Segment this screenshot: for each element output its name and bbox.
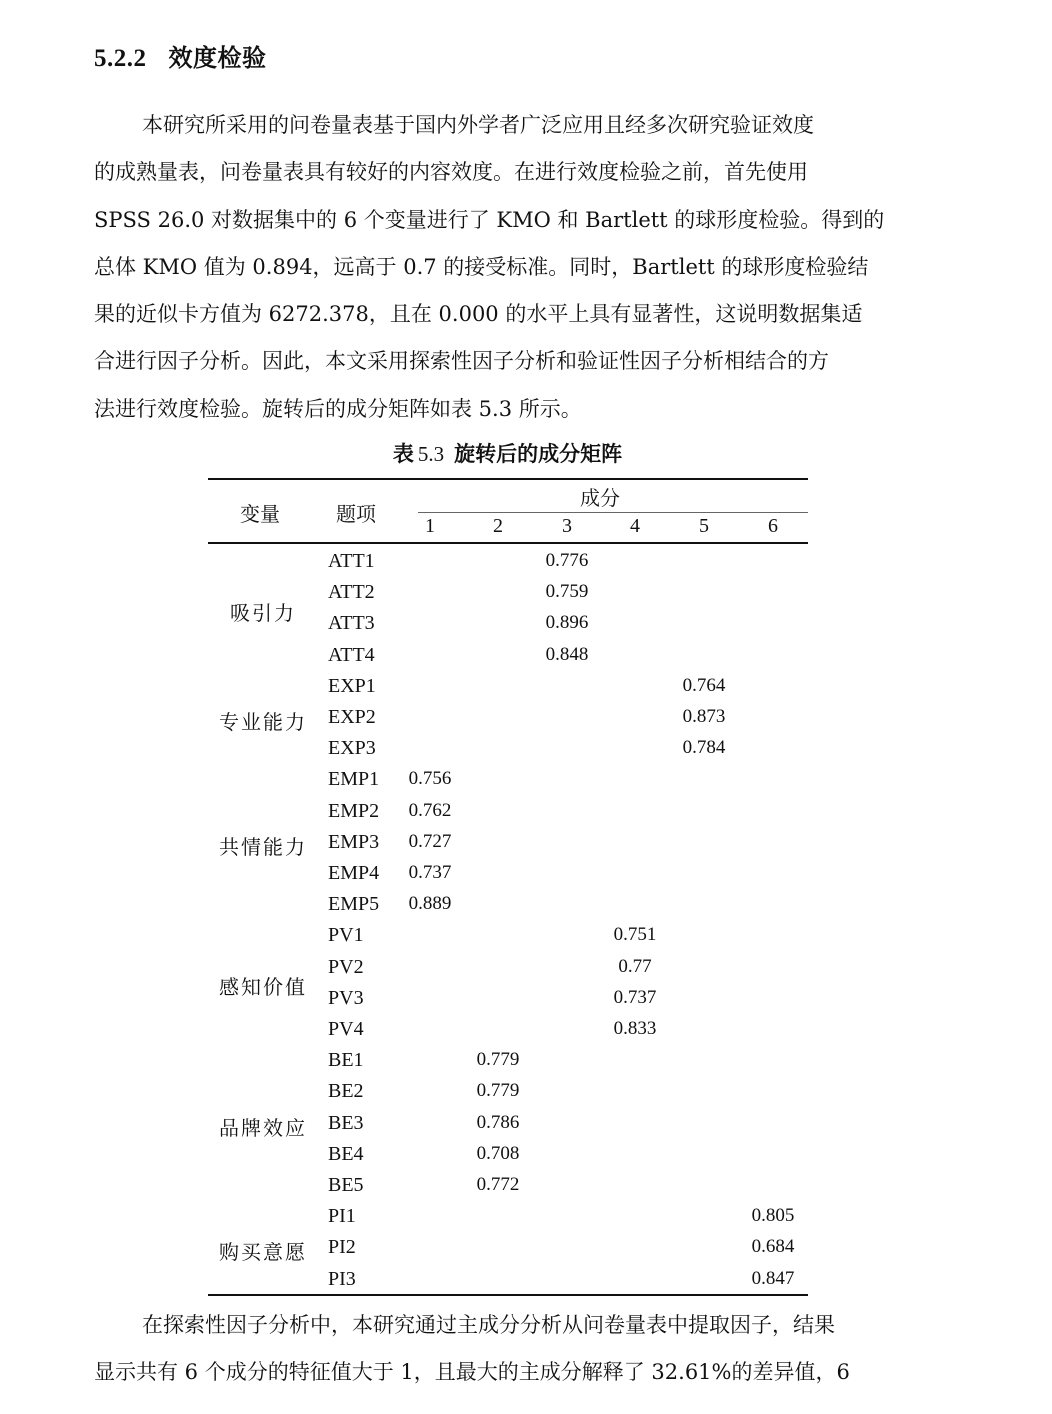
loading-value: 0.784 [682,737,726,759]
item-code: PV1 [328,924,364,947]
loading-value: 0.896 [545,612,589,634]
header-column-3: 3 [562,515,572,537]
loading-value: 0.762 [408,799,452,821]
header-column-4: 4 [630,515,640,537]
item-code: PI2 [328,1236,356,1259]
section-title: 效度检验 [168,44,267,72]
table-caption-number: 5.3 [417,442,445,466]
item-code: BE3 [328,1111,364,1134]
variable-group-label: 共情能力 [219,834,307,859]
section-heading [94,38,267,73]
table-caption-prefix: 表 [392,442,414,466]
variable-group-label: 感知价值 [219,975,307,1000]
loading-value: 0.737 [408,862,452,883]
loading-value: 0.776 [545,550,589,571]
header-column-2: 2 [493,515,503,537]
loading-value: 0.779 [476,1080,520,1102]
item-code: PI3 [328,1267,356,1290]
table-bottom-rule [208,1294,808,1296]
paragraph-line: 在探索性因子分析中，本研究通过主成分分析从问卷量表中提取因子，结果 [142,1313,835,1337]
paragraph-line: 法进行效度检验。旋转后的成分矩阵如表 5.3 所示。 [94,396,582,421]
loading-value: 0.764 [682,674,726,696]
variable-group-label: 专业能力 [219,710,307,734]
item-code: ATT2 [328,581,375,604]
item-code: EMP2 [328,799,380,822]
loading-value: 0.848 [545,643,589,665]
item-code: BE5 [328,1174,364,1196]
loading-value: 0.751 [613,924,657,946]
variable-group-label: 吸引力 [230,600,296,625]
loading-value: 0.873 [682,706,726,727]
item-code: PI1 [328,1205,356,1228]
item-code: EXP3 [328,737,376,760]
loading-value: 0.737 [613,986,657,1008]
item-code: PV2 [328,955,364,978]
variable-group-label: 品牌效应 [219,1115,307,1140]
loading-value: 0.847 [751,1267,795,1289]
paragraph-line: 本研究所采用的问卷量表基于国内外学者广泛应用且经多次研究验证效度 [142,113,814,137]
item-code: ATT1 [328,550,375,572]
item-code: EXP2 [328,706,376,728]
item-code: BE1 [328,1049,364,1072]
paragraph-intro [94,102,924,433]
item-code: EXP1 [328,674,376,697]
item-code: ATT4 [328,643,375,666]
table-caption [0,438,1015,468]
header-component: 成分 [580,486,620,510]
table-top-rule [208,478,808,480]
loading-value: 0.805 [751,1205,795,1227]
component-span-rule [418,512,808,513]
item-code: EMP4 [328,862,380,884]
table-caption-title: 旋转后的成分矩阵 [454,442,623,466]
loading-value: 0.684 [751,1236,795,1258]
header-column-1: 1 [425,515,435,537]
loading-value: 0.772 [476,1174,520,1195]
loading-value: 0.727 [408,830,452,852]
paragraph-efa [94,1302,924,1397]
item-code: BE2 [328,1080,364,1103]
item-code: EMP5 [328,893,380,916]
loading-value: 0.833 [613,1018,657,1039]
paragraph-line: 总体 KMO 值为 0.894，远高于 0.7 的接受标准。同时，Bartlett 的球形度检验结 [94,254,869,279]
header-variable: 变量 [240,502,280,526]
item-code: EMP3 [328,830,380,853]
paragraph-line: 显示共有 6 个成分的特征值大于 1，且最大的主成分解释了 32.61%的差异值，6 [94,1360,850,1385]
item-code: ATT3 [328,612,375,635]
loading-value: 0.756 [408,768,452,790]
loading-value: 0.786 [476,1111,520,1133]
paragraph-line: SPSS 26.0 对数据集中的 6 个变量进行了 KMO 和 Bartlett 的球形度检验。得到的 [94,207,885,232]
paragraph-line: 合进行因子分析。因此，本文采用探索性因子分析和验证性因子分析相结合的方 [94,349,829,374]
paragraph-line: 的成熟量表，问卷量表具有较好的内容效度。在进行效度检验之前，首先使用 [94,160,808,185]
section-number: 5.2.2 [94,45,147,72]
paragraph-line: 果的近似卡方值为 6272.378，且在 0.000 的水平上具有显著性，这说明数据集适 [94,302,863,327]
item-code: PV3 [328,986,364,1009]
variable-group-label: 购买意愿 [219,1240,307,1265]
item-code: PV4 [328,1018,364,1040]
component-matrix-table [208,478,808,1296]
item-code: EMP1 [328,768,380,791]
header-item: 题项 [336,502,376,526]
table-header-rule [208,542,808,544]
loading-value: 0.759 [545,581,589,603]
loading-value: 0.77 [618,955,652,977]
loading-value: 0.889 [408,893,452,915]
header-column-5: 5 [699,515,709,537]
item-code: BE4 [328,1142,364,1165]
loading-value: 0.779 [476,1049,520,1071]
header-column-6: 6 [768,515,778,537]
loading-value: 0.708 [476,1142,520,1164]
